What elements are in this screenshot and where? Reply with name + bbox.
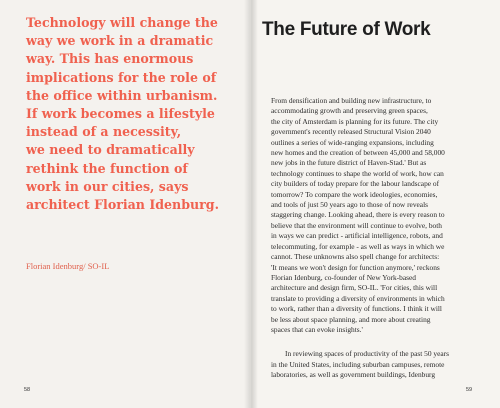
article-title: The Future of Work xyxy=(262,19,431,40)
body-line: in the United States, including suburban campuses, remote xyxy=(271,359,445,369)
body-line: tomorrow? To compare the work ideologies, economies, xyxy=(271,189,438,199)
body-line: Florian Idenburg, co-founder of New York-based xyxy=(271,272,416,282)
body-line: cannot. These unknowns also spell change for architects: xyxy=(271,252,440,262)
paragraph-1 xyxy=(271,96,486,335)
body-line: From densification and building new infrastructure, to xyxy=(271,96,432,105)
body-line: telecommuting, for example - as well as ways in which we xyxy=(271,241,445,251)
body-line: be less about space planning, and more about creating xyxy=(271,314,431,324)
quote-line: the office within urbanism. xyxy=(26,87,218,103)
body-line: accommodating growth and preserving green spaces, xyxy=(271,106,428,116)
quote-line: architect Florian Idenburg. xyxy=(26,197,220,213)
quote-line: instead of a necessity, xyxy=(26,124,182,140)
body-line: to work, rather than a diversity of functions. I think it will xyxy=(271,304,442,314)
quote-line: rethink the function of xyxy=(26,160,188,176)
quote-line: Technology will change the xyxy=(26,15,218,30)
quote-line: If work becomes a lifestyle xyxy=(26,106,215,122)
body-line: spaces that can evoke insights.' xyxy=(271,324,363,334)
body-line: new jobs in the future district of Haven-Stad.' But as xyxy=(271,158,427,168)
body-line: technology continues to shape the world of work, how can xyxy=(271,168,444,178)
body-line: architecture and design firm, SO-IL. 'For cities, this will xyxy=(271,283,438,293)
pull-quote xyxy=(26,14,248,214)
page-number-right: 59 xyxy=(466,387,473,393)
quote-line: work in our cities, says xyxy=(26,178,189,194)
body-line: translate to providing a diversity of environments in which xyxy=(271,293,445,303)
quote-line: we need to dramatically xyxy=(26,142,195,158)
body-line: and tools of just 50 years ago to those of now reveals xyxy=(271,200,429,210)
paragraph-2 xyxy=(271,349,486,380)
page-number-left: 58 xyxy=(24,387,31,393)
body-line: laboratories, as well as government buildings, Idenburg xyxy=(271,370,436,380)
quote-line: way we work in a dramatic xyxy=(26,33,214,49)
book-gutter xyxy=(244,0,258,408)
body-line: new homes and the creation of between 45,000 and 58,000 xyxy=(271,148,445,158)
left-page xyxy=(0,0,248,408)
photo-credit: Florian Idenburg/ SO-IL xyxy=(26,261,110,271)
body-line: staggering change. Looking ahead, there is every reason to xyxy=(271,210,445,220)
body-line: outlines a series of wide-ranging expansions, including xyxy=(271,137,434,147)
body-line: government's recently released Structural Vision 2040 xyxy=(271,127,431,137)
body-line: 'It means we won't design for function anymore,' reckons xyxy=(271,262,440,272)
body-line: In reviewing spaces of productivity of the past 50 years xyxy=(285,349,449,359)
body-line: believe that the environment will continue to evolve, both xyxy=(271,220,442,230)
body-line: in ways we can predict - artificial intelligence, robots, and xyxy=(271,231,443,241)
quote-line: implications for the role of xyxy=(26,69,217,85)
body-line: the city of Amsterdam is planning for its future. The city xyxy=(271,116,439,126)
article-body xyxy=(271,96,486,381)
quote-line: way. This has enormous xyxy=(26,51,194,67)
body-line: city builders of today prepare for the labour landscape of xyxy=(271,179,440,189)
